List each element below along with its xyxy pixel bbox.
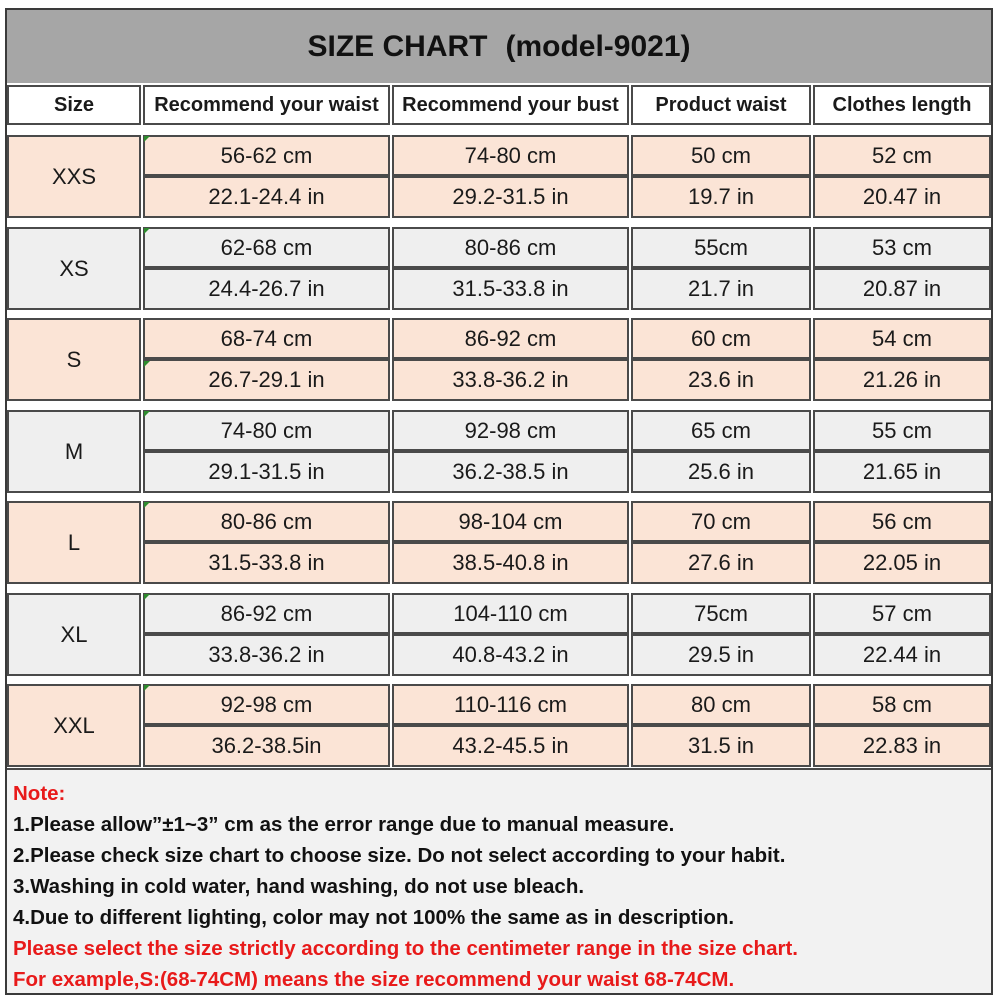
measurement-in-cell: 20.87 in [813, 268, 991, 310]
size-row-group [7, 593, 991, 676]
size-label: M [7, 410, 141, 493]
measurement-cm-cell: 55cm [631, 227, 811, 268]
size-row-group [7, 227, 991, 310]
measurement-cm-cell: 110-116 cm [392, 684, 629, 725]
size-row-group [7, 410, 991, 493]
note-emphasis-2: For example,S:(68-74CM) means the size recommend your waist 68-74CM. [13, 968, 735, 991]
measurement-cm-cell: 50 cm [631, 135, 811, 176]
header-size: Size [7, 85, 141, 125]
measurement-cm-cell: 98-104 cm [392, 501, 629, 542]
note-item-1: 1.Please allow”±1~3” cm as the error range due to manual measure. [13, 813, 675, 836]
measurement-in-cell: 40.8-43.2 in [392, 634, 629, 676]
header-recommend-waist: Recommend your waist [143, 85, 390, 125]
measurement-in-cell: 43.2-45.5 in [392, 725, 629, 767]
measurement-in-cell: 22.44 in [813, 634, 991, 676]
header-recommend-bust: Recommend your bust [392, 85, 629, 125]
measurement-in-cell: 31.5-33.8 in [143, 542, 390, 584]
note-item-4: 4.Due to different lighting, color may not 100% the same as in description. [13, 906, 735, 929]
measurement-cm-cell: 75cm [631, 593, 811, 634]
measurement-cm-cell: 54 cm [813, 318, 991, 359]
measurement-cm-cell: 56 cm [813, 501, 991, 542]
notes-section [7, 768, 991, 993]
comment-marker-icon [144, 685, 150, 691]
comment-marker-icon [144, 502, 150, 508]
measurement-cm-cell: 65 cm [631, 410, 811, 451]
measurement-in-cell: 22.1-24.4 in [143, 176, 390, 218]
size-row-group [7, 135, 991, 218]
title-model: (model-9021) [505, 29, 691, 63]
size-label: XXS [7, 135, 141, 218]
size-label: S [7, 318, 141, 401]
size-label: XS [7, 227, 141, 310]
measurement-in-cell: 27.6 in [631, 542, 811, 584]
measurement-in-cell: 20.47 in [813, 176, 991, 218]
measurement-cm-cell: 86-92 cm [143, 593, 390, 634]
measurement-cm-cell: 104-110 cm [392, 593, 629, 634]
comment-marker-icon [144, 136, 150, 142]
measurement-in-cell: 21.65 in [813, 451, 991, 493]
measurement-in-cell: 31.5 in [631, 725, 811, 767]
note-item-2: 2.Please check size chart to choose size. Do not select according to your habit. [13, 844, 786, 867]
measurement-cm-cell: 68-74 cm [143, 318, 390, 359]
measurement-cm-cell: 80-86 cm [143, 501, 390, 542]
measurement-in-cell: 29.1-31.5 in [143, 451, 390, 493]
measurement-cm-cell: 70 cm [631, 501, 811, 542]
measurement-in-cell: 26.7-29.1 in [143, 359, 390, 401]
note-emphasis-1: Please select the size strictly according to the centimeter range in the size chart. [13, 937, 798, 960]
measurement-in-cell: 25.6 in [631, 451, 811, 493]
measurement-in-cell: 22.83 in [813, 725, 991, 767]
measurement-in-cell: 21.26 in [813, 359, 991, 401]
measurement-cm-cell: 80-86 cm [392, 227, 629, 268]
measurement-in-cell: 36.2-38.5 in [392, 451, 629, 493]
measurement-in-cell: 29.5 in [631, 634, 811, 676]
size-label: XXL [7, 684, 141, 767]
measurement-in-cell: 24.4-26.7 in [143, 268, 390, 310]
size-row-group [7, 318, 991, 401]
measurement-in-cell: 22.05 in [813, 542, 991, 584]
measurement-in-cell: 29.2-31.5 in [392, 176, 629, 218]
notes-heading: Note: [13, 782, 66, 805]
comment-marker-icon [144, 361, 150, 367]
header-product-waist: Product waist [631, 85, 811, 125]
measurement-in-cell: 33.8-36.2 in [143, 634, 390, 676]
note-item-3: 3.Washing in cold water, hand washing, do not use bleach. [13, 875, 585, 898]
header-row [7, 85, 991, 125]
measurement-cm-cell: 60 cm [631, 318, 811, 359]
measurement-in-cell: 38.5-40.8 in [392, 542, 629, 584]
measurement-cm-cell: 62-68 cm [143, 227, 390, 268]
measurement-in-cell: 21.7 in [631, 268, 811, 310]
comment-marker-icon [144, 594, 150, 600]
size-label: L [7, 501, 141, 584]
size-row-group [7, 501, 991, 584]
measurement-cm-cell: 53 cm [813, 227, 991, 268]
comment-marker-icon [144, 228, 150, 234]
comment-marker-icon [144, 411, 150, 417]
measurement-cm-cell: 52 cm [813, 135, 991, 176]
measurement-cm-cell: 56-62 cm [143, 135, 390, 176]
chart-title [7, 10, 991, 83]
measurement-in-cell: 19.7 in [631, 176, 811, 218]
measurement-cm-cell: 86-92 cm [392, 318, 629, 359]
measurement-cm-cell: 74-80 cm [392, 135, 629, 176]
measurement-cm-cell: 80 cm [631, 684, 811, 725]
measurement-in-cell: 36.2-38.5in [143, 725, 390, 767]
measurement-cm-cell: 55 cm [813, 410, 991, 451]
measurement-cm-cell: 74-80 cm [143, 410, 390, 451]
measurement-in-cell: 33.8-36.2 in [392, 359, 629, 401]
size-row-group [7, 684, 991, 767]
measurement-cm-cell: 92-98 cm [143, 684, 390, 725]
title-main: SIZE CHART [307, 29, 488, 63]
header-clothes-length: Clothes length [813, 85, 991, 125]
measurement-in-cell: 31.5-33.8 in [392, 268, 629, 310]
measurement-in-cell: 23.6 in [631, 359, 811, 401]
size-label: XL [7, 593, 141, 676]
measurement-cm-cell: 58 cm [813, 684, 991, 725]
measurement-cm-cell: 57 cm [813, 593, 991, 634]
measurement-cm-cell: 92-98 cm [392, 410, 629, 451]
